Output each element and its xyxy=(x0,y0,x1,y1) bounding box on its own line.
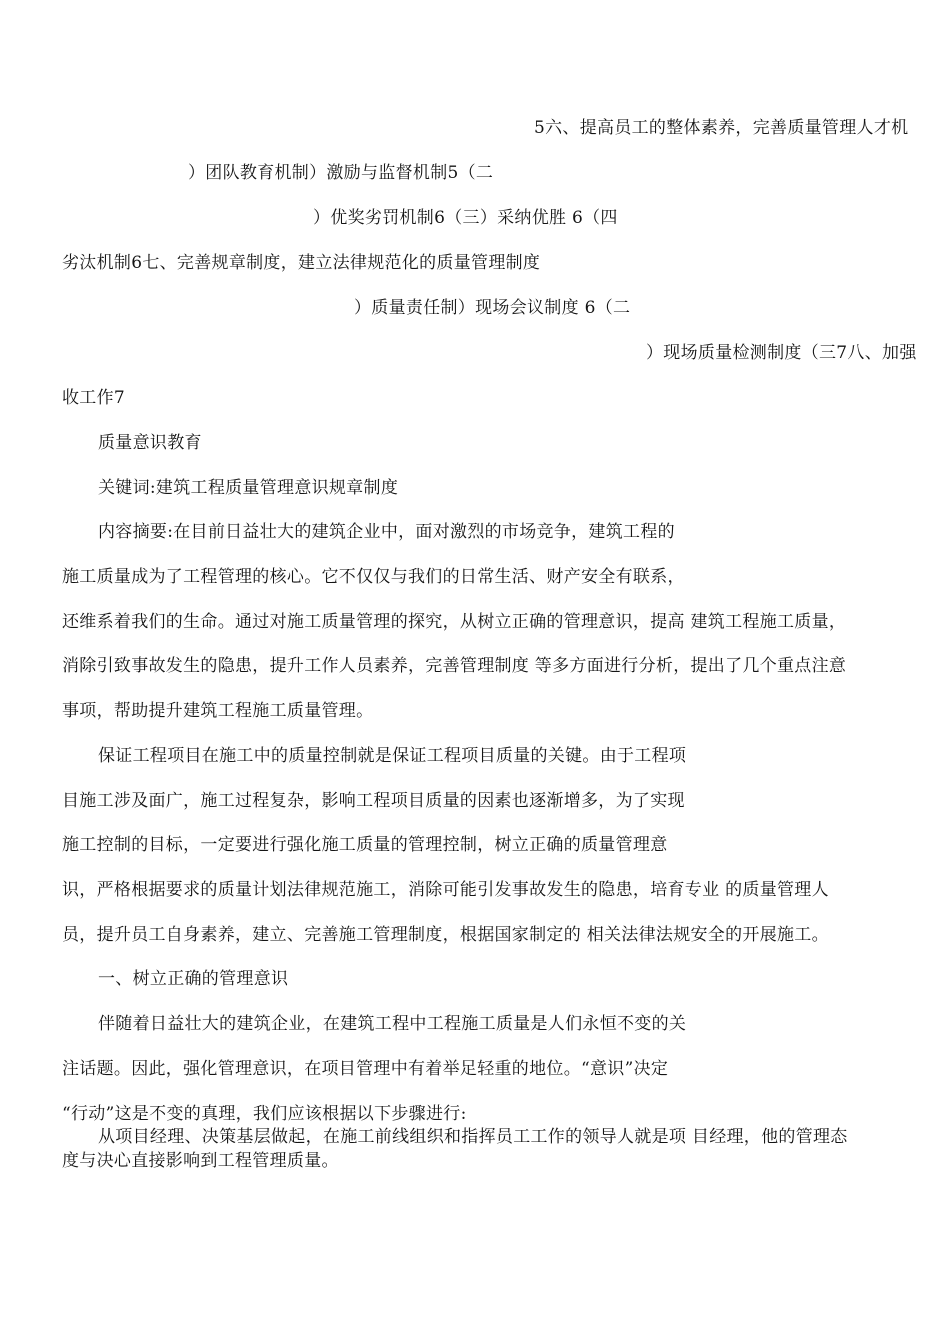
intro-line-4: 识，严格根据要求的质量计划法律规范施工，消除可能引发事故发生的隐患，培育专业 的质量管理人 xyxy=(62,880,829,900)
abstract-line-3: 还维系着我们的生命。通过对施工质量管理的探究，从树立正确的管理意识，提高 建筑工程施工质量， xyxy=(62,612,847,632)
toc-line-3: ）优奖劣罚机制6（三）采纳优胜 6（四 xyxy=(313,208,618,228)
intro-line-1: 保证工程项目在施工中的质量控制就是保证工程项目质量的关键。由于工程项 xyxy=(98,746,687,766)
abstract-line-5: 事项，帮助提升建筑工程施工质量管理。 xyxy=(62,701,374,721)
section-1-line-2: 注话题。因此，强化管理意识，在项目管理中有着举足轻重的地位。“意识”决定 xyxy=(62,1059,669,1079)
toc-line-2: ）团队教育机制）激励与监督机制5（二 xyxy=(188,163,494,183)
section-1-line-3: “行动”这是不变的真理，我们应该根据以下步骤进行: xyxy=(62,1104,467,1124)
section-1-line-5: 度与决心直接影响到工程管理质量。 xyxy=(62,1151,339,1171)
section-1-line-1: 伴随着日益壮大的建筑企业，在建筑工程中工程施工质量是人们永恒不变的关 xyxy=(98,1014,687,1034)
toc-line-7: 收工作7 xyxy=(62,388,126,408)
intro-line-5: 员，提升员工自身素养，建立、完善施工管理制度，根据国家制定的 相关法律法规安全的开展施工。 xyxy=(62,925,829,945)
toc-line-1: 5六、提高员工的整体素养，完善质量管理人才机 xyxy=(534,118,909,138)
keywords: 关键词:建筑工程质量管理意识规章制度 xyxy=(98,478,399,498)
intro-line-3: 施工控制的目标，一定要进行强化施工质量的管理控制，树立正确的质量管理意 xyxy=(62,835,668,855)
toc-line-5: ）质量责任制）现场会议制度 6（二 xyxy=(354,298,631,318)
toc-line-4: 劣汰机制6七、完善规章制度，建立法律规范化的质量管理制度 xyxy=(62,253,541,273)
intro-line-2: 目施工涉及面广，施工过程复杂，影响工程项目质量的因素也逐渐增多，为了实现 xyxy=(62,791,685,811)
toc-line-6: ）现场质量检测制度（三7八、加强 xyxy=(646,343,917,363)
abstract-line-2: 施工质量成为了工程管理的核心。它不仅仅与我们的日常生活、财产安全有联系， xyxy=(62,567,685,587)
abstract-line-1: 内容摘要:在目前日益壮大的建筑企业中，面对激烈的市场竞争，建筑工程的 xyxy=(98,522,675,542)
section-1-title: 一、树立正确的管理意识 xyxy=(98,969,289,989)
section-1-line-4: 从项目经理、决策基层做起，在施工前线组织和指挥员工工作的领导人就是项 目经理，他的管理态 xyxy=(98,1127,848,1147)
abstract-line-4: 消除引致事故发生的隐患，提升工作人员素养，完善管理制度 等多方面进行分析，提出了几个重点注意 xyxy=(62,656,847,676)
section-heading-quality-education: 质量意识教育 xyxy=(98,433,202,453)
